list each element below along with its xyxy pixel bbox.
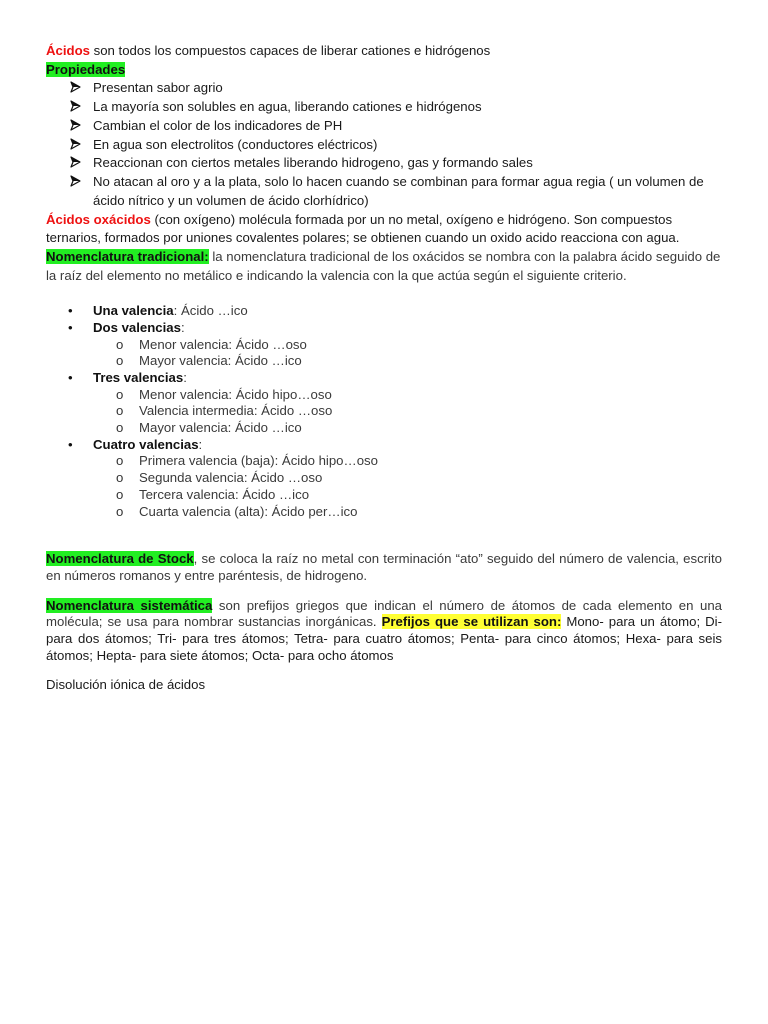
circle-bullet-icon: o [116,420,124,436]
propiedad-text: La mayoría son solubles en agua, liberando cationes e hidrógenos [93,98,482,114]
propiedad-text: Reaccionan con ciertos metales liberando hidrogeno, gas y formando sales [93,155,533,171]
valencia-subitem-text: Primera valencia (baja): Ácido hipo…oso [139,453,378,469]
valencia-subitem-text: Tercera valencia: Ácido …ico [139,486,310,502]
arrowhead-bullet-icon [70,173,81,192]
bullet-dot-icon: • [68,303,73,319]
prefijos-text: Mono- para un átomo; Di- para dos átomos; Tri- para tres átomos; Tetra- para cuatro átomos; Penta- para cinco átomos; Hexa- para seis átomos; Hepta- para siete átomos; Octa- para ocho átomos [46,614,722,663]
arrowhead-bullet-icon [70,117,81,136]
valencia-subitem [116,504,722,521]
valencia-subitem [116,487,722,504]
circle-bullet-icon: o [116,453,124,469]
prefijos-label: Prefijos que se utilizan son: [381,614,562,630]
valencia-subitem-text: Mayor valencia: Ácido …ico [139,420,302,436]
propiedad-item [70,136,722,155]
oxacidos-term: Ácidos oxácidos [46,211,151,227]
valencias-list [46,303,722,520]
propiedad-text: Presentan sabor agrio [93,80,223,96]
arrowhead-bullet-icon [70,136,81,155]
propiedades-heading: Propiedades [46,61,126,77]
valencia-label: Dos valencias [93,319,181,335]
spacer [46,520,722,538]
sistematica-label: Nomenclatura sistemática [46,597,213,613]
valencia-subitem-text: Mayor valencia: Ácido …ico [139,353,302,369]
disolucion-line [46,677,722,694]
oxacidos-text: (con oxígeno) molécula formada por un no metal, oxígeno e hidrógeno. Son compuestos ternarios, formados por uniones covalentes polares; se obtienen cuando un oxido acido reacciona con agua. [46,211,680,246]
propiedad-item [70,98,722,117]
bullet-dot-icon: • [68,319,73,335]
valencia-suffix: : Ácido …ico [173,303,248,319]
valencia-sublist [93,453,722,520]
propiedad-text: Cambian el color de los indicadores de PH [93,117,343,133]
propiedad-text: No atacan al oro y a la plata, solo lo hacen cuando se combinan para formar agua regia ( un volumen de ácido nítrico y un volumen de ácido clorhídrico) [93,174,704,208]
acidos-term: Ácidos [46,43,90,58]
arrowhead-bullet-icon [70,98,81,117]
intro-text: son todos los compuestos capaces de liberar cationes e hidrógenos [89,43,491,58]
valencia-subitem-text: Cuarta valencia (alta): Ácido per…ico [139,503,358,519]
circle-bullet-icon: o [116,470,124,486]
bullet-dot-icon: • [68,369,73,385]
valencia-subitem [116,387,722,404]
sistematica-text-end: . [372,614,382,630]
valencia-label: Una valencia [93,303,174,319]
circle-bullet-icon: o [116,503,124,519]
intro-paragraph [46,42,722,61]
valencia-item [68,303,722,320]
spacer [46,285,722,303]
stock-label: Nomenclatura de Stock [46,551,194,567]
propiedades-heading-line [46,61,722,80]
valencia-subitem [116,353,722,370]
circle-bullet-icon: o [116,336,124,352]
valencia-subitem-text: Menor valencia: Ácido …oso [139,336,307,352]
propiedad-text: En agua son electrolitos (conductores eléctricos) [93,136,378,152]
circle-bullet-icon: o [116,486,124,502]
valencia-subitem [116,470,722,487]
disolucion-text: Disolución iónica de ácidos [46,677,206,693]
valencia-subitem-text: Valencia intermedia: Ácido …oso [139,403,333,419]
valencia-item [68,370,722,437]
sistematica-paragraph [46,598,722,664]
oxacidos-paragraph [46,211,722,248]
circle-bullet-icon: o [116,386,124,402]
arrowhead-bullet-icon [70,154,81,173]
valencia-subitem [116,453,722,470]
stock-paragraph [46,551,722,584]
document-page [46,42,722,694]
valencia-label: Cuatro valencias [93,436,199,452]
tradicional-paragraph [46,248,722,285]
propiedades-list [46,79,722,211]
valencia-sublist [93,387,722,437]
valencia-subitem [116,420,722,437]
circle-bullet-icon: o [116,403,124,419]
valencia-suffix: : [183,369,187,385]
propiedad-item [70,154,722,173]
bullet-dot-icon: • [68,436,73,452]
valencia-suffix: : [180,319,185,335]
propiedad-item [70,117,722,136]
valencia-sublist [93,337,722,370]
valencia-suffix: : [198,436,203,452]
valencia-label: Tres valencias [93,369,184,385]
propiedad-item [70,173,722,211]
valencia-subitem [116,403,722,420]
valencia-item [68,320,722,370]
tradicional-label: Nomenclatura tradicional: [46,248,209,264]
circle-bullet-icon: o [116,353,124,369]
valencia-subitem-text: Menor valencia: Ácido hipo…oso [139,386,332,402]
arrowhead-bullet-icon [70,79,81,98]
propiedad-item [70,79,722,98]
valencia-item [68,437,722,521]
valencia-subitem [116,337,722,354]
stock-text: , se coloca la raíz no metal con terminación “ato” seguido del número de valencia, escrito en números romanos y entre paréntesis, de hidrogeno. [46,551,722,584]
tradicional-text: la nomenclatura tradicional de los oxácidos se nombra con la palabra ácido seguido de la raíz del elemento no metálico e indicando la valencia con la que actúa según el siguiente criterio. [46,248,721,283]
sistematica-text: son prefijos griegos que indican el número de átomos de cada elemento en una molécula; se usa para nombrar sustancias inorgánicas [46,597,722,630]
valencia-subitem-text: Segunda valencia: Ácido …oso [139,470,323,486]
